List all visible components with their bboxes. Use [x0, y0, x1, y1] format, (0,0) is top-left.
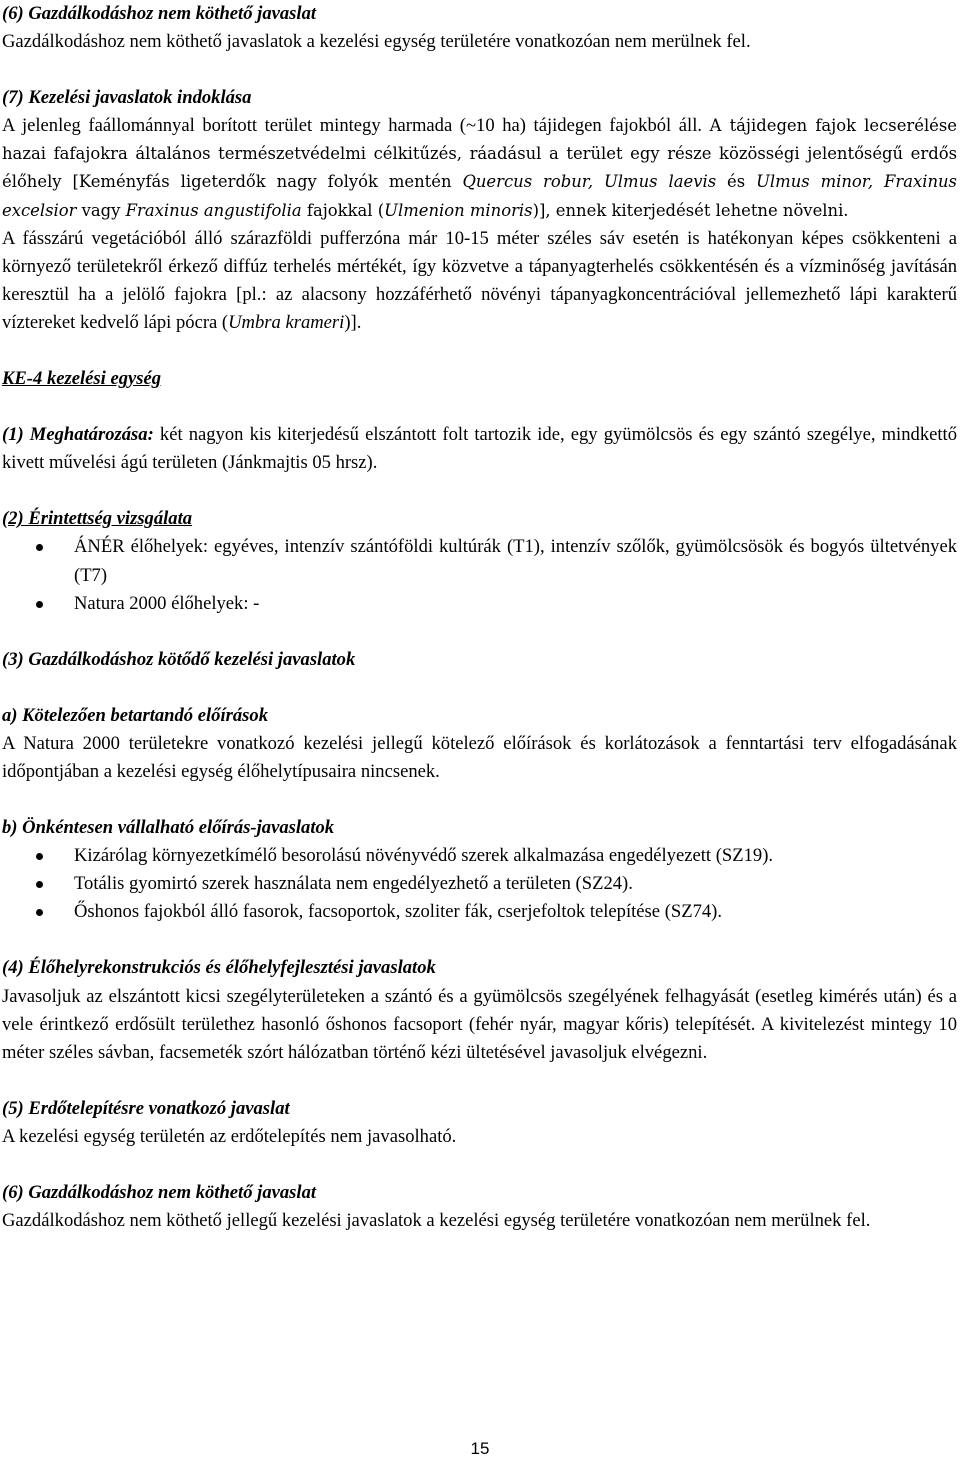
spacer: [2, 56, 957, 84]
spacer: [2, 1067, 957, 1095]
ke4-s4-text: Javasoljuk az elszántott kicsi szegélyterületeken a szántó és a gyümölcsös szegélyének felhagyását (esetleg kimérés után) és a vele érintkező erdősült területhez hasonló őshonos facsoport (fehér nyár, magyar kőris) telepítését. A kivitelezést mintegy 10 méter széles sávban, facsemeték szórt hálózatban történő kézi ültetésével javasoljuk elvégezni.: [2, 985, 957, 1063]
spacer: [2, 926, 957, 954]
ke4-a-heading: a) Kötelezően betartandó előírások: [2, 704, 268, 726]
species-1: Quercus robur, Ulmus laevis: [462, 172, 717, 192]
spacer: [2, 618, 957, 646]
ke4-s6-heading: (6) Gazdálkodáshoz nem köthető javaslat: [2, 1182, 317, 1203]
document-page: [2, 0, 957, 1235]
bullet-icon: [36, 853, 43, 860]
ke4-definition-label: (1) Meghatározása:: [2, 424, 154, 446]
bullet-icon: [36, 909, 43, 916]
species-2: Ulmus minor, Fraxinus excelsior: [2, 172, 957, 220]
section-7-paragraph-2: [2, 225, 957, 337]
ke4-s2-list: [2, 533, 957, 617]
ke4-s2-heading: (2) Érintettség vizsgálata: [2, 508, 193, 530]
list-item: Őshonos fajokból álló fasorok, facsoportok, szoliter fák, cserjefoltok telepítése (SZ74).: [2, 898, 957, 926]
p1-dense: A tájidegen fajok lecserélése hazai fafajokra általános természetvédelmi célkitűzés, ráadásul a terület egy része közösségi jelentőségű erdős élőhely [Keményfás ligeterdők nagy folyók mentén: [2, 116, 957, 192]
ke4-definition: [2, 421, 957, 477]
section-7-paragraph-1: [2, 112, 957, 224]
ke4-s5-text: A kezelési egység területén az erdőtelepítés nem javasolható.: [2, 1125, 457, 1147]
ke4-s6-text: Gazdálkodáshoz nem köthető jellegű kezelési javaslatok a kezelési egység területére vonatkozóan nem merülnek fel.: [2, 1210, 871, 1232]
spacer: [2, 786, 957, 814]
section-6-heading-top: (6) Gazdálkodáshoz nem köthető javaslat: [2, 3, 317, 24]
p1-end: )], ennek kiterjedését lehetne növelni.: [532, 200, 849, 220]
spacer: [2, 674, 957, 702]
ke4-s3-heading: (3) Gazdálkodáshoz kötődő kezelési javaslatok: [2, 648, 356, 670]
species-3: Fraxinus angustifolia: [125, 200, 302, 220]
ke4-b-heading: b) Önkéntesen vállalható előírás-javaslatok: [2, 817, 335, 839]
spacer: [2, 477, 957, 505]
list-item: ÁNÉR élőhelyek: egyéves, intenzív szántóföldi kultúrák (T1), intenzív szőlők, gyümölcsösök és bogyós ültetvények (T7): [2, 533, 957, 589]
bullet-icon: [36, 881, 43, 888]
spacer: [2, 1151, 957, 1179]
page-number: 15: [470, 1439, 490, 1458]
connector-mid: fajokkal (: [301, 200, 385, 220]
spacer: [2, 337, 957, 365]
p1-start: A jelenleg faállománnyal borított terület mintegy harmada (~10 ha) tájidegen fajokból áll.: [2, 115, 710, 137]
ke4-b-list: [2, 842, 957, 926]
p2-text: A fásszárú vegetációból álló szárazföldi pufferzóna már 10-15 méter széles sáv esetén is hatékonyan képes csökkenteni a környező területekről érkező diffúz terhelés mértékét, így közvetve a tápanyagterhelés csökkentésén és a vízminőség javításán keresztül ha a jelölő fajokra [pl.: az alacsony hozzáférhető növényi tápanyagkoncentrációval jellemezhető lápi karakterű víztereket kedvelő lápi pócra (: [2, 227, 957, 333]
ke4-definition-text: két nagyon kis kiterjedésű elszántott folt tartozik ide, egy gyümölcsös és egy szántó szegélye, mindkettő kivett művelési ágú területen (Jánkmajtis 05 hrsz).: [2, 424, 957, 474]
connector-and: és: [716, 172, 757, 192]
ke4-title: KE-4 kezelési egység: [2, 368, 162, 390]
list-item: Natura 2000 élőhelyek: -: [2, 590, 957, 618]
section-7-heading: (7) Kezelési javaslatok indoklása: [2, 87, 252, 109]
list-item: Totális gyomirtó szerek használata nem engedélyezhető a területen (SZ24).: [2, 870, 957, 898]
ke4-a-text: A Natura 2000 területekre vonatkozó kezelési jellegű kötelező előírások és korlátozások a fenntartási terv elfogadásának időpontjában a kezelési egység élőhelytípusaira nincsenek.: [2, 732, 957, 782]
list-item: Kizárólag környezetkímélő besorolású növényvédő szerek alkalmazása engedélyezett (SZ19).: [2, 842, 957, 870]
ke4-s5-heading: (5) Erdőtelepítésre vonatkozó javaslat: [2, 1097, 290, 1119]
p2-end: )].: [344, 311, 362, 333]
section-6-text-top: Gazdálkodáshoz nem köthető javaslatok a kezelési egység területére vonatkozóan nem merülnek fel.: [2, 31, 751, 53]
bullet-icon: [36, 601, 43, 608]
bullet-icon: [36, 544, 43, 551]
spacer: [2, 393, 957, 421]
p2-species: Umbra krameri: [228, 311, 345, 333]
species-4: Ulmenion minoris: [384, 200, 533, 220]
ke4-s4-heading: (4) Élőhelyrekonstrukciós és élőhelyfejlesztési javaslatok: [2, 957, 436, 979]
connector-or: vagy: [76, 200, 126, 220]
